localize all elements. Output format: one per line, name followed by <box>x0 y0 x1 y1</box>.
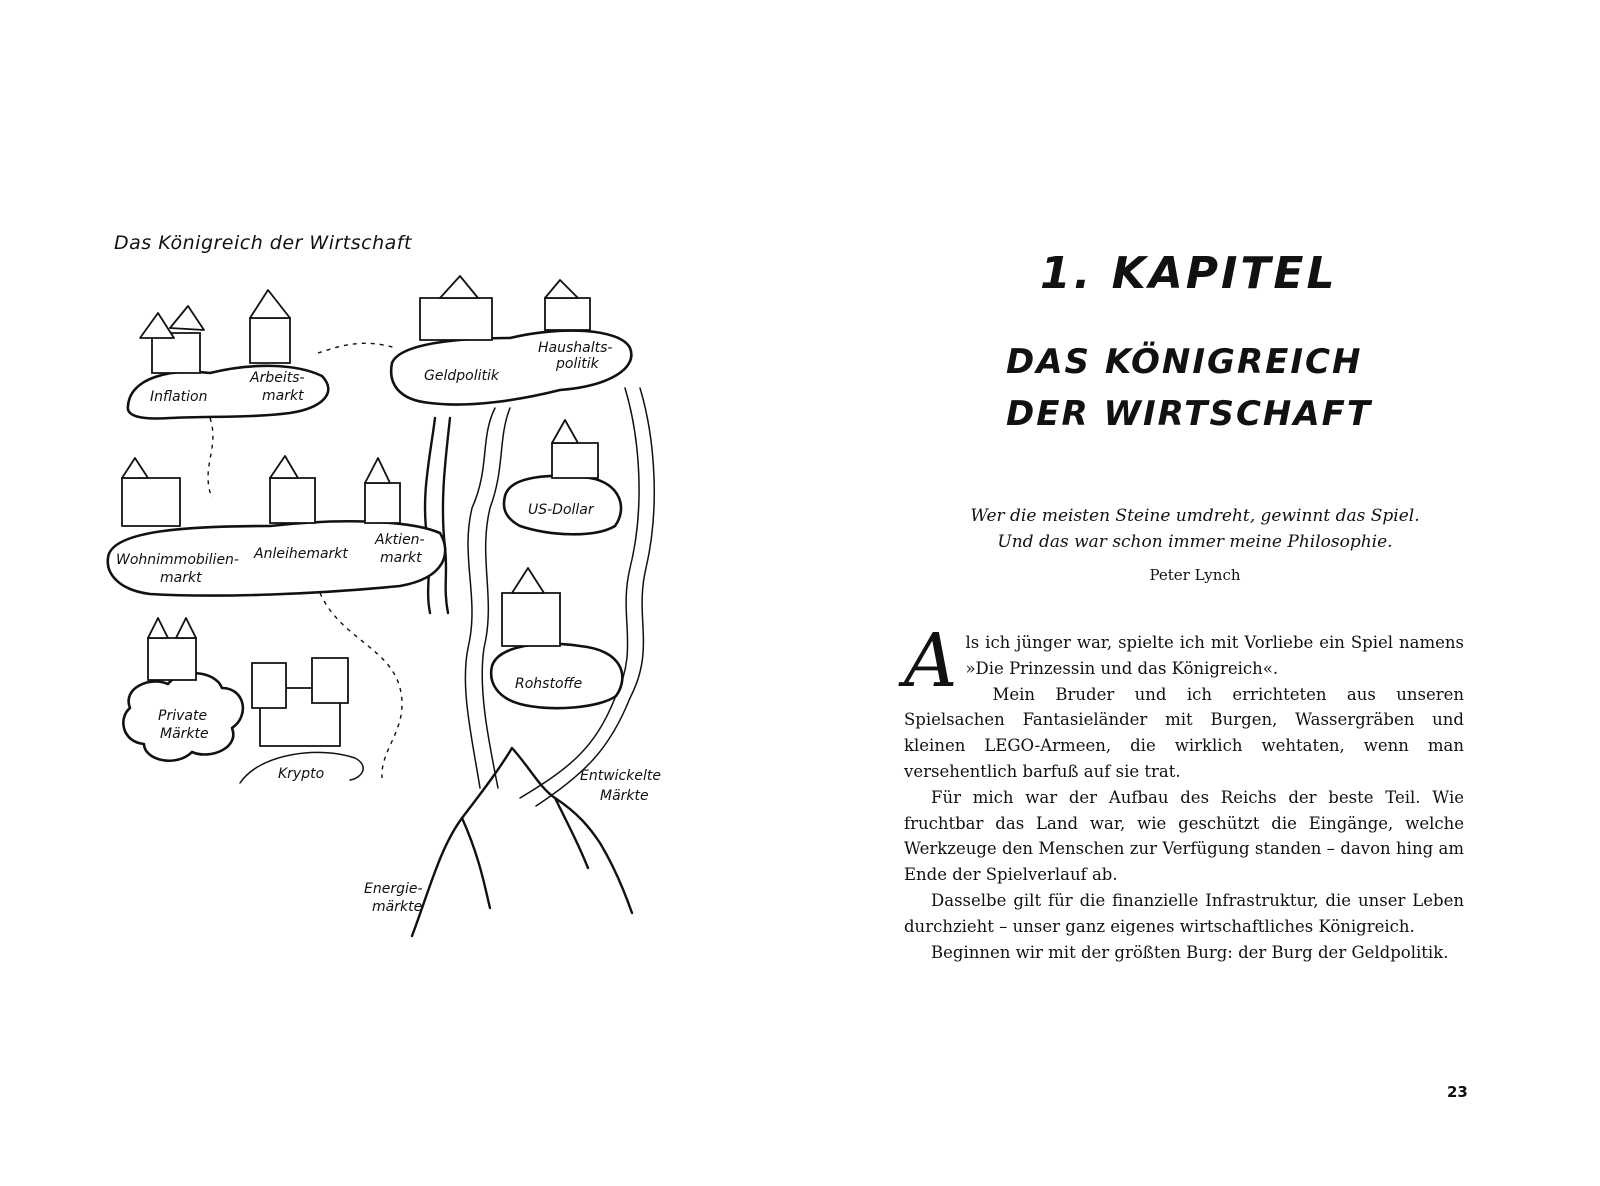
label-anleihemarkt: Anleihemarkt <box>254 546 348 562</box>
paragraph-3: Für mich war der Aufbau des Reichs der beste Teil. Wie fruchtbar das Land war, wie geschützt die Eingänge, welche Werkzeuge den Menschen zur Verfügung standen – davon hing am Ende der Spielverlauf ab. <box>904 787 1464 885</box>
label-inflation: Inflation <box>150 389 208 405</box>
label-wohnimmobilien-2: markt <box>160 570 202 586</box>
label-us-dollar: US-Dollar <box>528 502 594 518</box>
label-krypto: Krypto <box>278 766 325 782</box>
paragraph-2: Mein Bruder und ich errichteten aus unseren Spielsachen Fantasieländer mit Burgen, Wassergräben und kleinen LEGO-Armeen, die wirklich wehtaten, wenn man versehentlich barfuß auf sie trat. <box>904 684 1464 781</box>
chapter-number: 1. KAPITEL <box>1040 248 1338 299</box>
paragraph-4: Dasselbe gilt für die finanzielle Infrastruktur, die unser Leben durchzieht – unser ganz eigenes wirtschaftliches Königreich. <box>904 890 1464 936</box>
drop-cap: A <box>904 618 958 704</box>
label-energiemaerkte-1: Energie- <box>364 881 423 897</box>
kingdom-map-illustration <box>100 268 720 968</box>
map-caption: Das Königreich der Wirtschaft <box>114 232 412 254</box>
label-arbeitsmarkt-2: markt <box>262 388 304 404</box>
label-geldpolitik: Geldpolitik <box>424 368 499 384</box>
label-aktienmarkt-2: markt <box>380 550 422 566</box>
epigraph-author: Peter Lynch <box>1149 566 1241 584</box>
label-energiemaerkte-2: märkte <box>372 899 423 915</box>
label-entwickelte-maerkte-1: Entwickelte <box>580 768 661 784</box>
label-private-maerkte-1: Private <box>158 708 208 724</box>
label-entwickelte-maerkte-2: Märkte <box>600 788 649 804</box>
chapter-title-line2: DER WIRTSCHAFT <box>1006 394 1373 434</box>
label-private-maerkte-2: Märkte <box>160 726 209 742</box>
paragraph-1-text: ls ich jünger war, spielte ich mit Vorliebe ein Spiel namens »Die Prinzessin und das Königreich«. <box>965 633 1464 678</box>
page-number: 23 <box>1447 1083 1468 1101</box>
epigraph-line1: Wer die meisten Steine umdreht, gewinnt das Spiel. <box>970 506 1420 526</box>
chapter-title-line1: DAS KÖNIGREICH <box>1006 342 1363 382</box>
label-arbeitsmarkt-1: Arbeits- <box>250 370 305 386</box>
paragraph-5: Beginnen wir mit der größten Burg: der Burg der Geldpolitik. <box>931 942 1449 962</box>
chapter-body-text <box>904 618 1464 965</box>
label-haushaltspolitik-1: Haushalts- <box>538 340 613 356</box>
label-haushaltspolitik-2: politik <box>556 356 599 372</box>
label-rohstoffe: Rohstoffe <box>515 676 583 692</box>
paragraph-1 <box>904 618 1464 704</box>
epigraph-quote <box>930 503 1460 555</box>
chapter-title <box>1006 336 1426 440</box>
label-wohnimmobilien-1: Wohnimmobilien- <box>116 552 239 568</box>
epigraph-line2: Und das war schon immer meine Philosophie. <box>997 532 1393 552</box>
label-aktienmarkt-1: Aktien- <box>375 532 425 548</box>
